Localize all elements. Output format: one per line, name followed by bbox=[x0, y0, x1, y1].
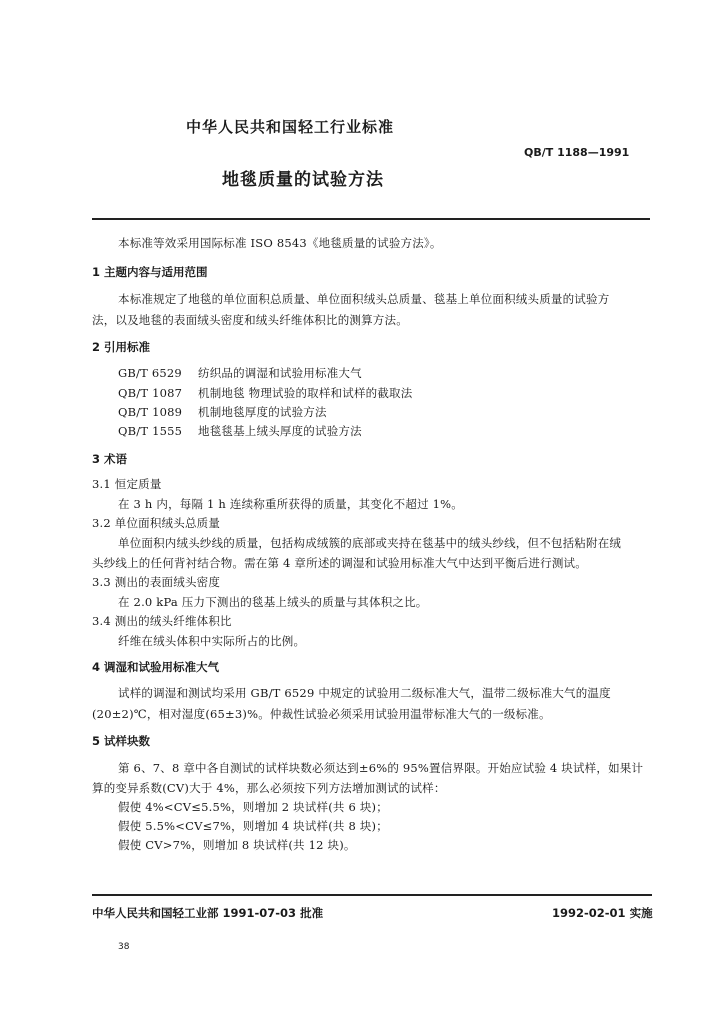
section-1-paragraph-line-1: 本标准规定了地毯的单位面积总质量、单位面积绒头总质量、毯基上单位面积绒头质量的试验方 bbox=[118, 292, 610, 306]
reference-code: QB/T 1555 bbox=[118, 424, 183, 438]
reference-code: QB/T 1087 bbox=[118, 386, 183, 400]
term-3-2-body-line-1: 单位面积内绒头纱线的质量，包括构成绒簇的底部或夹持在毯基中的绒头纱线，但不包括粘附在绒 bbox=[118, 536, 622, 550]
page-number: 38 bbox=[118, 942, 130, 952]
section-4-paragraph-line-1: 试样的调湿和测试均采用 GB/T 6529 中规定的试验用二级标准大气，温带二级标准大气的温度 bbox=[118, 686, 611, 700]
reference-title: 机制地毯厚度的试验方法 bbox=[198, 405, 327, 419]
reference-item bbox=[118, 423, 362, 439]
approval-line: 中华人民共和国轻工业部 1991-07-03 批准 bbox=[92, 906, 324, 920]
reference-title: 机制地毯 物理试验的取样和试样的截取法 bbox=[198, 386, 413, 400]
term-3-4-body: 纤维在绒头体积中实际所占的比例。 bbox=[118, 634, 306, 648]
org-title: 中华人民共和国轻工行业标准 bbox=[186, 118, 395, 136]
reference-code: QB/T 1089 bbox=[118, 405, 183, 419]
condition-line-1: 假使 4%<CV≤5.5%，则增加 2 块试样(共 6 块)； bbox=[118, 800, 388, 814]
section-3-heading: 3 术语 bbox=[92, 452, 128, 466]
section-5-paragraph-line-1: 第 6、7、8 章中各自测试的试样块数必须达到±6%的 95%置信界限。开始应试验 4 块试样，如果计 bbox=[118, 761, 644, 775]
section-4-heading: 4 调湿和试验用标准大气 bbox=[92, 660, 220, 674]
reference-item bbox=[118, 365, 362, 381]
reference-title: 纺织品的调湿和试验用标准大气 bbox=[198, 366, 362, 380]
section-1-paragraph-line-2: 法，以及地毯的表面绒头密度和绒头纤维体积比的测算方法。 bbox=[92, 313, 408, 327]
section-4-paragraph-line-2: (20±2)℃，相对湿度(65±3)%。仲裁性试验必须采用试验用温带标准大气的一级标准。 bbox=[92, 707, 551, 721]
condition-line-2: 假使 5.5%<CV≤7%，则增加 4 块试样(共 8 块)； bbox=[118, 819, 388, 833]
reference-title: 地毯毯基上绒头厚度的试验方法 bbox=[198, 424, 362, 438]
header-divider bbox=[92, 218, 650, 220]
term-3-2-body-line-2: 头纱线上的任何背衬结合物。需在第 4 章所述的调湿和试验用标准大气中达到平衡后进行测试。 bbox=[92, 556, 587, 570]
reference-item bbox=[118, 404, 327, 420]
section-1-heading: 1 主题内容与适用范围 bbox=[92, 265, 208, 279]
section-5-paragraph-line-2: 算的变异系数(CV)大于 4%，那么必须按下列方法增加测试的试样： bbox=[92, 781, 446, 795]
reference-item bbox=[118, 385, 412, 401]
term-3-1-heading: 3.1 恒定质量 bbox=[92, 477, 162, 491]
term-3-3-body: 在 2.0 kPa 压力下测出的毯基上绒头的质量与其体积之比。 bbox=[118, 595, 428, 609]
standard-number: QB/T 1188—1991 bbox=[524, 146, 630, 159]
footer-divider bbox=[92, 894, 652, 896]
effective-date: 1992-02-01 实施 bbox=[552, 906, 653, 920]
intro-paragraph: 本标准等效采用国际标准 ISO 8543《地毯质量的试验方法》。 bbox=[118, 236, 442, 250]
term-3-2-heading: 3.2 单位面积绒头总质量 bbox=[92, 516, 221, 530]
condition-line-3: 假使 CV>7%，则增加 8 块试样(共 12 块)。 bbox=[118, 838, 356, 852]
term-3-4-heading: 3.4 测出的绒头纤维体积比 bbox=[92, 614, 232, 628]
section-5-heading: 5 试样块数 bbox=[92, 734, 151, 748]
reference-code: GB/T 6529 bbox=[118, 366, 182, 380]
term-3-3-heading: 3.3 测出的表面绒头密度 bbox=[92, 575, 221, 589]
document-title: 地毯质量的试验方法 bbox=[222, 170, 384, 190]
section-2-heading: 2 引用标准 bbox=[92, 340, 151, 354]
term-3-1-body: 在 3 h 内，每隔 1 h 连续称重所获得的质量，其变化不超过 1%。 bbox=[118, 497, 463, 511]
